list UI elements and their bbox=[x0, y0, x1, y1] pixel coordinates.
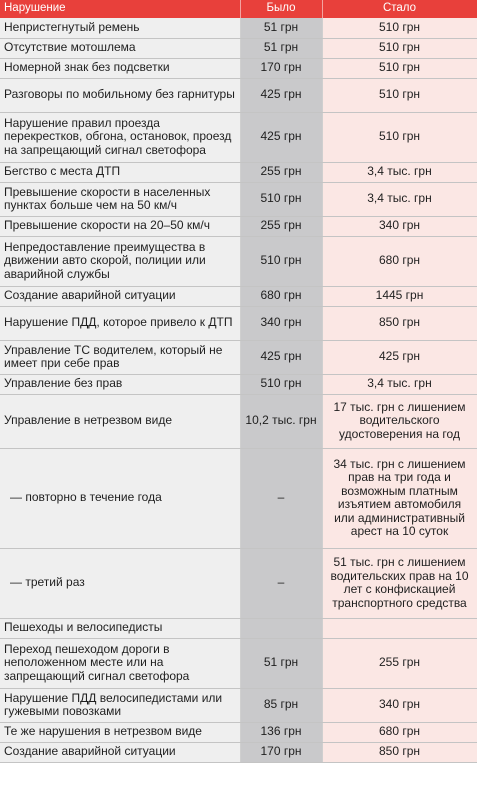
was-cell bbox=[240, 618, 322, 638]
table-row bbox=[0, 742, 477, 762]
violation-cell: Создание аварийной ситуации bbox=[0, 742, 240, 762]
was-cell: 51 грн bbox=[240, 18, 322, 38]
table-row bbox=[0, 182, 477, 216]
violation-cell: — третий раз bbox=[0, 548, 240, 618]
table-row bbox=[0, 688, 477, 722]
now-cell: 51 тыс. грн с лишением водительских прав на 10 лет с конфискацией транспортного средства bbox=[322, 548, 477, 618]
violation-cell: Номерной знак без подсветки bbox=[0, 58, 240, 78]
violation-cell: Управление без прав bbox=[0, 374, 240, 394]
table-row bbox=[0, 394, 477, 448]
violation-cell: Нарушение ПДД, которое привело к ДТП bbox=[0, 306, 240, 340]
now-cell: 680 грн bbox=[322, 722, 477, 742]
table-row bbox=[0, 162, 477, 182]
violation-cell: Превышение скорости на 20–50 км/ч bbox=[0, 216, 240, 236]
now-cell: 510 грн bbox=[322, 112, 477, 162]
violation-cell: Разговоры по мобильному без гарнитуры bbox=[0, 78, 240, 112]
table-row bbox=[0, 78, 477, 112]
violation-cell: Переход пешеходом дороги в неположенном месте или на запрещающий сигнал светофора bbox=[0, 638, 240, 688]
table-row bbox=[0, 236, 477, 286]
violation-cell: Нарушение ПДД велосипедистами или гужевыми повозками bbox=[0, 688, 240, 722]
now-cell: 510 грн bbox=[322, 18, 477, 38]
table-row bbox=[0, 638, 477, 688]
was-cell: 340 грн bbox=[240, 306, 322, 340]
violation-cell: Непристегнутый ремень bbox=[0, 18, 240, 38]
violation-cell: — повторно в течение года bbox=[0, 448, 240, 548]
was-cell: 255 грн bbox=[240, 216, 322, 236]
now-cell: 850 грн bbox=[322, 742, 477, 762]
now-cell: 3,4 тыс. грн bbox=[322, 374, 477, 394]
table-row bbox=[0, 340, 477, 374]
header-was: Было bbox=[240, 0, 322, 18]
was-cell: 510 грн bbox=[240, 374, 322, 394]
was-cell: 680 грн bbox=[240, 286, 322, 306]
was-cell: 425 грн bbox=[240, 340, 322, 374]
table-row bbox=[0, 448, 477, 548]
violation-cell: Бегство с места ДТП bbox=[0, 162, 240, 182]
now-cell: 340 грн bbox=[322, 688, 477, 722]
table-row bbox=[0, 306, 477, 340]
table-row bbox=[0, 112, 477, 162]
now-cell: 3,4 тыс. грн bbox=[322, 162, 477, 182]
now-cell: 850 грн bbox=[322, 306, 477, 340]
now-cell: 34 тыс. грн с лишением прав на три года и возможным платным изъятием автомобиля или административный арест на 10 суток bbox=[322, 448, 477, 548]
now-cell: 1445 грн bbox=[322, 286, 477, 306]
table-row bbox=[0, 286, 477, 306]
violation-cell: Превышение скорости в населенных пунктах больше чем на 50 км/ч bbox=[0, 182, 240, 216]
table-row bbox=[0, 548, 477, 618]
was-cell: 510 грн bbox=[240, 182, 322, 216]
table-row bbox=[0, 38, 477, 58]
was-cell: 136 грн bbox=[240, 722, 322, 742]
violation-cell: Те же нарушения в нетрезвом виде bbox=[0, 722, 240, 742]
was-cell: 425 грн bbox=[240, 78, 322, 112]
was-cell: 170 грн bbox=[240, 58, 322, 78]
violation-cell: Управление ТС водителем, который не имеет при себе прав bbox=[0, 340, 240, 374]
now-cell: 510 грн bbox=[322, 78, 477, 112]
now-cell: 510 грн bbox=[322, 58, 477, 78]
table-row bbox=[0, 374, 477, 394]
was-cell: – bbox=[240, 548, 322, 618]
header-violation: Нарушение bbox=[0, 0, 240, 18]
header-now: Стало bbox=[322, 0, 477, 18]
now-cell: 340 грн bbox=[322, 216, 477, 236]
was-cell: 170 грн bbox=[240, 742, 322, 762]
table-row bbox=[0, 216, 477, 236]
violation-cell: Управление в нетрезвом виде bbox=[0, 394, 240, 448]
was-cell: 85 грн bbox=[240, 688, 322, 722]
table-row bbox=[0, 58, 477, 78]
was-cell: 51 грн bbox=[240, 638, 322, 688]
now-cell: 510 грн bbox=[322, 38, 477, 58]
was-cell: 10,2 тыс. грн bbox=[240, 394, 322, 448]
violation-cell: Отсутствие мотошлема bbox=[0, 38, 240, 58]
header-row bbox=[0, 0, 477, 18]
section-title: Пешеходы и велосипедисты bbox=[0, 618, 240, 638]
was-cell: 255 грн bbox=[240, 162, 322, 182]
was-cell: 51 грн bbox=[240, 38, 322, 58]
now-cell bbox=[322, 618, 477, 638]
violation-cell: Создание аварийной ситуации bbox=[0, 286, 240, 306]
now-cell: 3,4 тыс. грн bbox=[322, 182, 477, 216]
now-cell: 425 грн bbox=[322, 340, 477, 374]
was-cell: 510 грн bbox=[240, 236, 322, 286]
table-row bbox=[0, 722, 477, 742]
was-cell: – bbox=[240, 448, 322, 548]
section-row bbox=[0, 618, 477, 638]
violation-cell: Нарушение правил проезда перекрестков, обгона, остановок, проезд на запрещающий сигнал светофора bbox=[0, 112, 240, 162]
table-row bbox=[0, 18, 477, 38]
now-cell: 255 грн bbox=[322, 638, 477, 688]
was-cell: 425 грн bbox=[240, 112, 322, 162]
now-cell: 680 грн bbox=[322, 236, 477, 286]
now-cell: 17 тыс. грн с лишением водительского удостоверения на год bbox=[322, 394, 477, 448]
violation-cell: Непредоставление преимущества в движении авто скорой, полиции или аварийной службы bbox=[0, 236, 240, 286]
